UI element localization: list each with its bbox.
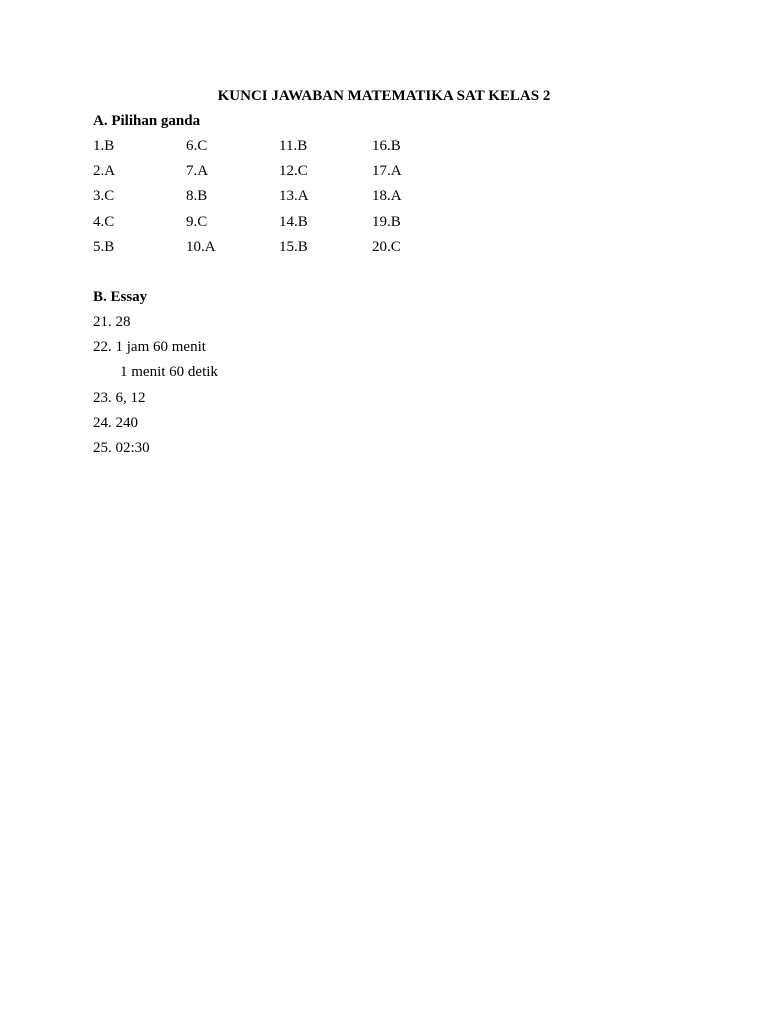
answer-item: 5.B: [93, 238, 115, 255]
essay-answer-line: 22. 1 jam 60 menit: [93, 339, 206, 356]
answer-item: 7.A: [186, 163, 209, 180]
answer-item: 12.C: [279, 163, 308, 180]
answer-item: 6.C: [186, 138, 208, 154]
answer-item: 13.A: [279, 188, 309, 205]
answer-item: 8.B: [186, 188, 208, 205]
answer-item: 2.A: [93, 163, 116, 180]
section-a-heading: A. Pilihan ganda: [93, 113, 201, 129]
essay-answer-line: 21. 28: [93, 314, 131, 330]
answer-item: 20.C: [372, 238, 401, 255]
answer-item: 19.B: [372, 213, 401, 230]
answer-item: 11.B: [279, 138, 308, 154]
answer-item: 9.C: [186, 213, 208, 230]
answer-item: 10.A: [186, 238, 216, 255]
section-b-heading: B. Essay: [93, 289, 148, 305]
multiple-choice-answer-grid: [93, 137, 465, 263]
answer-item: 18.A: [372, 188, 402, 205]
answer-item: 16.B: [372, 138, 401, 154]
answer-item: 1.B: [93, 138, 115, 154]
answer-item: 15.B: [279, 238, 308, 255]
answer-item: 17.A: [372, 163, 402, 180]
essay-answer-line: 24. 240: [93, 414, 138, 431]
essay-answer-line: 23. 6, 12: [93, 389, 146, 406]
answer-item: 3.C: [93, 188, 115, 205]
essay-answer-list: [93, 313, 218, 464]
answer-item: 14.B: [279, 213, 308, 230]
document-title: KUNCI JAWABAN MATEMATIKA SAT KELAS 2: [217, 88, 551, 104]
essay-answer-line: 1 menit 60 detik: [120, 364, 218, 381]
answer-item: 4.C: [93, 213, 115, 230]
essay-answer-line: 25. 02:30: [93, 439, 150, 456]
